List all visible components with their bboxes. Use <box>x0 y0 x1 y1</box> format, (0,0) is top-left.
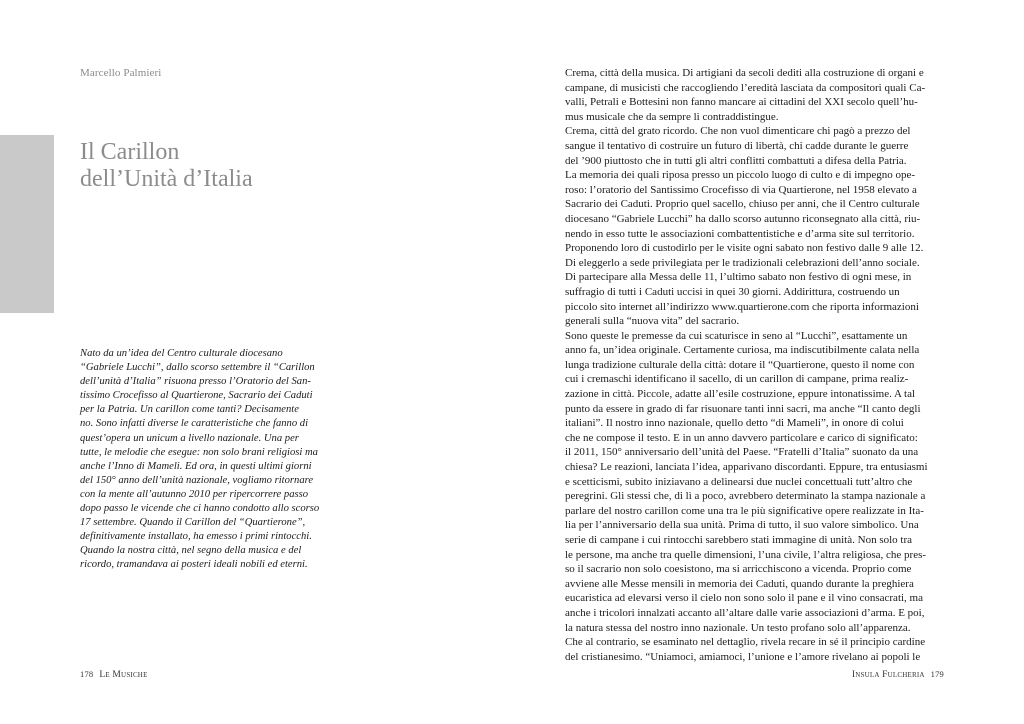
abstract-line: tutte, le melodie che esegue: non solo brani religiosi ma <box>80 446 318 458</box>
body-line: Sacrario dei Caduti. Proprio quel sacello, chiuso per anni, che il Centro culturale <box>565 198 920 211</box>
abstract-line: dopo passo le vicende che ci hanno condotto allo scorso <box>80 503 320 515</box>
article-abstract <box>80 347 340 573</box>
body-line: e scetticismi, subito iniziavano a delinearsi due nuclei concettuali tutt’altro che <box>565 475 913 488</box>
body-line: Crema, città del grato ricordo. Che non vuol dimenticare chi pagò a prezzo del <box>565 125 911 138</box>
body-line: del ’900 piuttosto che in tutti gli altri conflitti combattuti a difesa della Patria. <box>565 154 907 167</box>
footer-right <box>852 669 944 680</box>
body-line: roso: l’oratorio del Santissimo Crocefisso di via Quartierone, nel 1958 elevato a <box>565 183 917 196</box>
abstract-line: anche l’Inno di Mameli. Ed ora, in questi ultimi giorni <box>80 460 312 472</box>
body-line: generali sulla “nuova vita” del sacrario. <box>565 315 740 328</box>
abstract-line: Nato da un’idea del Centro culturale diocesano <box>80 348 283 359</box>
body-line: parlare del nostro carillon come una tra le più significative opere realizzate in Ita- <box>565 504 924 517</box>
running-head: Le Musiche <box>99 670 148 680</box>
abstract-line: Quando la nostra città, nel segno della musica e del <box>80 545 302 557</box>
body-line: so il sacrario non solo coesistono, ma si arricchiscono a vicenda. Proprio come <box>565 563 912 576</box>
body-line: serie di campane i cui rintocchi sarebbero stati immagine di unità. Non solo tra <box>565 534 913 546</box>
body-line: nendo in esso tutte le associazioni combattentistiche e d’arma site sul territorio. <box>565 227 915 240</box>
body-line: campane, di musicisti che raccogliendo l’eredità lasciata da compositori quali Ca- <box>565 81 926 94</box>
body-line: peregrini. Gli stessi che, di lì a poco, avrebbero determinato la stampa nazionale a <box>565 490 926 503</box>
abstract-line: no. Sono infatti diverse le caratteristiche che fanno di <box>80 418 309 430</box>
body-line: lia per l’anniversario della sua unità. Prima di tutto, il suo valore simbolico. Una <box>565 519 919 532</box>
body-line: anche i tricolori innalzati accanto all’altare dalle varie associazioni d’arma. E poi, <box>565 606 925 619</box>
title-line: dell’Unità d’Italia <box>80 166 253 192</box>
abstract-line: quest’opera un unicum a livello nazionale. Una per <box>80 432 299 444</box>
title-line: Il Carillon <box>80 139 180 165</box>
abstract-line: tissimo Crocefisso al Quartierone, Sacrario dei Caduti <box>80 390 313 402</box>
body-line: anno fa, un’idea originale. Certamente curiosa, ma indiscutibilmente calata nella <box>565 344 920 357</box>
body-line: punto da essere in grado di far risuonare tanti inni sacri, ma anche “Il canto degli <box>565 402 921 415</box>
abstract-line: con la mente all’autunno 2010 per ripercorrere passo <box>80 488 309 500</box>
body-line: zazione in città. Piccole, adatte all’esile costruzione, eppure intonatissime. A tal <box>565 388 916 401</box>
body-line: diocesano “Gabriele Lucchi” ha dallo scorso autunno riconsegnato alla città, riu- <box>565 212 921 225</box>
body-line: le persone, ma anche tra quelle dimensioni, l’una civile, l’altra religiosa, che pres- <box>565 548 927 561</box>
abstract-line: “Gabriele Lucchi”, dallo scorso settembre il “Carillon <box>80 362 315 374</box>
section-tab <box>0 135 54 313</box>
body-line: sangue il tentativo di costruire un futuro di libertà, chi cadde durante le guerre <box>565 139 909 152</box>
body-line: suffragio di tutti i Caduti uccisi in quei 30 giorni. Addirittura, costruendo un <box>565 285 900 298</box>
body-line: lunga tradizione culturale della città: dotare il “Quartierone, questo il nome con <box>565 358 915 371</box>
running-head: Insula Fulcheria <box>851 670 925 680</box>
body-line: Che al contrario, se esaminato nel dettaglio, rivela recare in sé il principio cardine <box>565 636 926 649</box>
body-line: la natura stessa del nostro inno nazionale. Un testo profano solo all’apparenza. <box>565 621 911 634</box>
footer-left <box>80 669 148 680</box>
body-line: chiesa? Le reazioni, lanciata l’idea, apparivano discordanti. Eppure, tra entusiasmi <box>565 461 928 474</box>
abstract-line: dell’unità d’Italia” risuona presso l’Oratorio del San- <box>80 376 311 388</box>
abstract-line: per la Patria. Un carillon come tanti? Decisamente <box>80 404 299 416</box>
body-line: del cristianesimo. “Uniamoci, amiamoci, l’unione e l’amore rivelano ai popoli le <box>565 650 921 663</box>
abstract-line: definitivamente installato, ha emesso i primi rintocchi. <box>80 531 312 543</box>
abstract-line: 17 settembre. Quando il Carillon del “Quartierone”, <box>80 517 306 529</box>
article-title <box>80 139 380 193</box>
abstract-line: ricordo, tramandava ai posteri ideali nobili ed eterni. <box>80 559 308 571</box>
body-line: La memoria dei quali riposa presso un piccolo luogo di culto e di impegno ope- <box>565 169 916 182</box>
body-line: Proponendo loro di custodirlo per le visite ogni sabato non festivo dalle 9 alle 12. <box>565 242 924 255</box>
body-line: piccolo sito internet all’indirizzo www.quartierone.com che riporta informazioni <box>565 300 919 313</box>
body-line: il 2011, 150° anniversario dell’unità del Paese. “Fratelli d’Italia” suonato da una <box>565 446 919 459</box>
body-line: Sono queste le premesse da cui scaturisce in seno al “Lucchi”, esattamente un <box>565 329 908 342</box>
body-line: cui i cremaschi identificano il sacello, di un carillon di campane, prima realiz- <box>565 373 909 386</box>
body-line: eucaristica ad elevarsi verso il cielo non sono solo il pane e il vino consacrati, ma <box>565 592 923 605</box>
body-line: valli, Petrali e Bottesini non fanno mancare ai cittadini del XXI secolo quell’hu- <box>565 96 918 109</box>
page-number: 178 <box>80 669 94 679</box>
page-number: 179 <box>930 669 944 679</box>
body-line: Di eleggerlo a sede privilegiata per le tradizionali celebrazioni dell’anno sociale. <box>565 256 920 269</box>
body-line: che ne compose il testo. E in un anno davvero particolare e carico di significato: <box>565 431 918 444</box>
body-line: Crema, città della musica. Di artigiani da secoli dediti alla costruzione di organi e <box>565 67 924 79</box>
body-line: avviene alle Messe mensili in memoria dei Caduti, quando durante la preghiera <box>565 577 914 590</box>
body-line: Di partecipare alla Messa delle 11, l’ultimo sabato non festivo di ogni mese, in <box>565 271 912 284</box>
body-line: mus musicale che da sempre li contraddistingue. <box>565 110 779 123</box>
author-name: Marcello Palmieri <box>80 67 162 79</box>
body-line: italiani”. Il nostro inno nazionale, quello detto “di Mameli”, in onore di colui <box>565 417 904 430</box>
abstract-line: del 150° anno dell’unità nazionale, vogliamo ritornare <box>80 474 314 486</box>
article-body <box>565 66 950 664</box>
